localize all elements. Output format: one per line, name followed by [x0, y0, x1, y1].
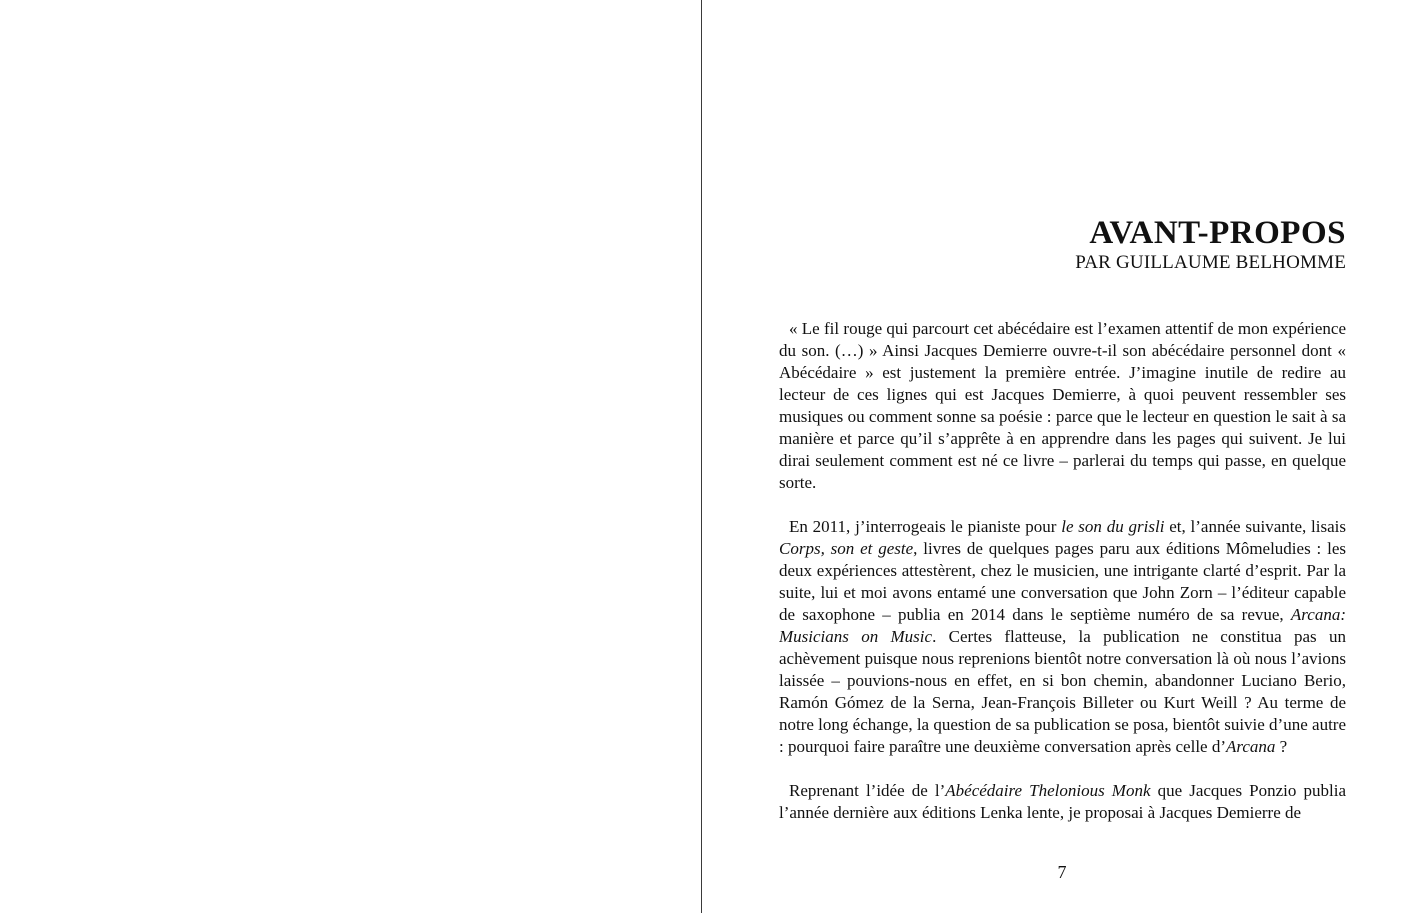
right-page	[702, 0, 1403, 913]
paragraph-2	[779, 516, 1346, 758]
p2-italic-title-3: Arcana: Musicians on Music	[779, 605, 1346, 646]
p3-text-b: que Jacques Ponzio publia l’année dernière aux éditions Lenka lente, je proposai à Jacques Demierre de	[779, 781, 1346, 822]
p2-text-d: . Certes flatteuse, la publication ne constitua pas un achèvement puisque nous reprenions bientôt notre conversation là où nous l’avions laissée – pouvions-nous en effet, en si bon chemin, abandonner Luciano Berio, Ramón Gómez de la Serna, Jean-François Billeter ou Kurt Weill ? Au terme de notre long échange, la question de sa publication se posa, bientôt suivie d’une autre : pourquoi faire paraître une deuxième conversation après celle d’	[779, 627, 1346, 756]
left-page-blank	[0, 0, 701, 913]
page-number: 7	[1057, 862, 1067, 882]
p2-italic-title-2: Corps, son et geste	[779, 539, 914, 558]
chapter-heading	[1075, 214, 1346, 274]
paragraph-1: « Le fil rouge qui parcourt cet abécédaire est l’examen attentif de mon expérience du son. (…) » Ainsi Jacques Demierre ouvre-t-il son abécédaire personnel dont « Abécédaire » est justement la première entrée. J’imagine inutile de redire au lecteur de ces lignes qui est Jacques Demierre, à quoi peuvent ressembler ses musiques ou comment sonne sa poésie : parce que le lecteur en question le sait à sa manière et parce qu’il s’apprête à en apprendre dans les pages qui suivent. Je lui dirai seulement comment est né ce livre – parlerai du temps qui passe, en quelque sorte.	[779, 319, 1346, 492]
chapter-author: PAR GUILLAUME BELHOMME	[1075, 252, 1346, 273]
paragraph-3	[779, 780, 1346, 824]
p3-italic-title: Abécédaire Thelonious Monk	[945, 781, 1151, 800]
text-frame	[779, 318, 1346, 848]
p2-text-c: , livres de quelques pages paru aux éditions Mômeludies : les deux expériences attestèrent, chez le musicien, une intrigante clarté d’esprit. Par la suite, lui et moi avons entamé une conversation que John Zorn – l’éditeur capable de saxophone – publia en 2014 dans le septième numéro de sa revue,	[779, 539, 1346, 624]
p2-text-e: ?	[1275, 737, 1288, 756]
body-text	[779, 318, 1346, 846]
p2-italic-title-1: le son du grisli	[1061, 517, 1165, 536]
chapter-title: AVANT-PROPOS	[1089, 215, 1346, 251]
p3-text-a: Reprenant l’idée de l’	[789, 781, 946, 800]
p2-italic-title-4: Arcana	[1226, 737, 1276, 756]
p2-text-a: En 2011, j’interrogeais le pianiste pour	[789, 517, 1062, 536]
p2-text-b: et, l’année suivante, lisais	[1164, 517, 1346, 536]
